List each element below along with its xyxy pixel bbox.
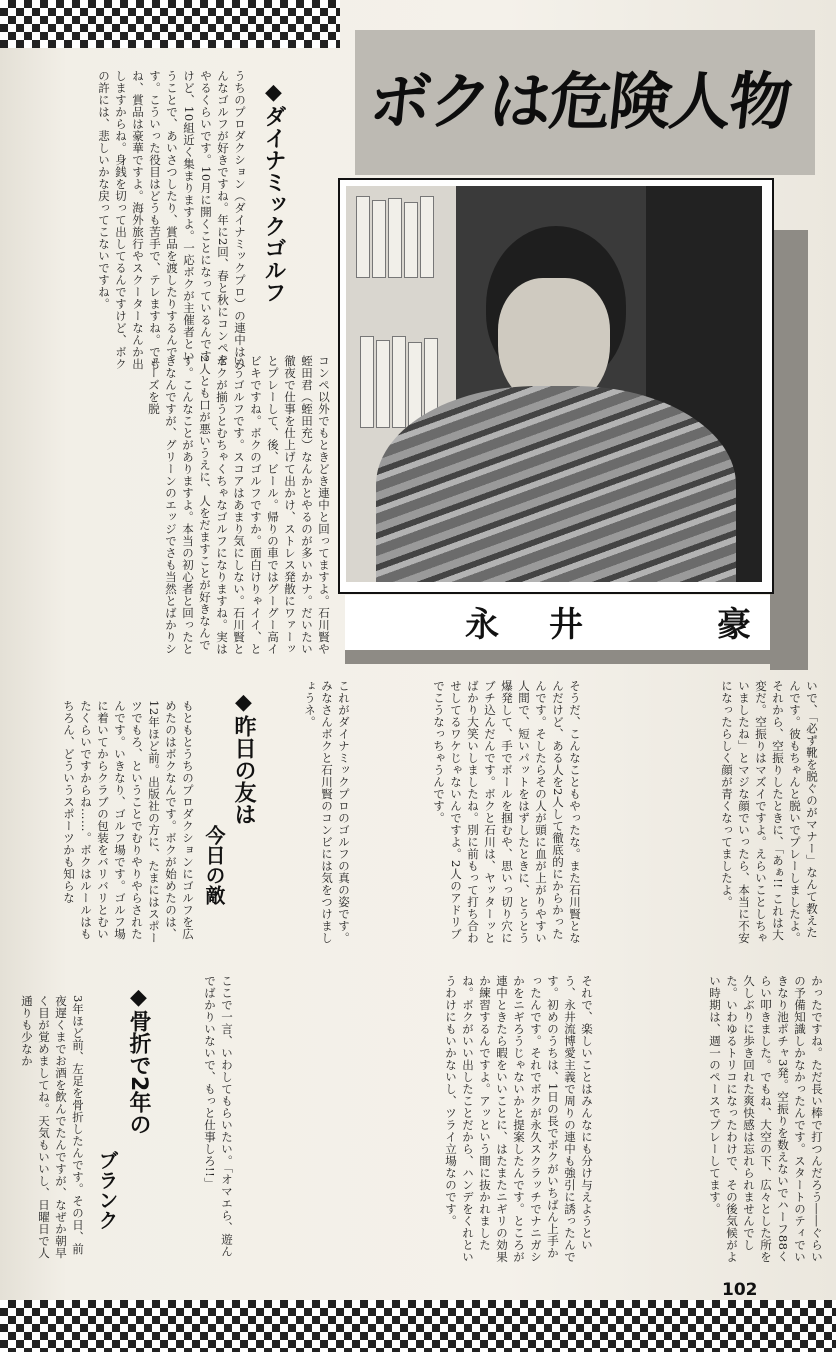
body-column-1: うちのプロダクション（ダイナミックプロ）の連中はみんなゴルフが好きですね。年に2回、春と秋にコンペをやるくらいです。10月に開くことになっているんですけど、10組近く集まりますよ。一応ボクが主催者ということで、あいさつしたり、賞品を渡したりするんです。こういった役目はどうも苦手で、テレますね。でもね、賞品は豪華ですよ。海外旅行やスクーターなんか出しますからね。身銭を切って出してるんですけど、ボクの許には、悲しいかな戻ってこないですね。 bbox=[97, 70, 247, 370]
body-column-10: 3年ほど前、左足を骨折したんです。その日、前夜遅くまでお酒を飲んでたんですが、なぜか朝早く目が覚めましてね。天気もいいし、日曜日で人通りも少なか bbox=[20, 995, 85, 1259]
section-heading-golf: ◆ダイナミックゴルフ bbox=[261, 80, 286, 303]
name-underbar bbox=[345, 650, 808, 664]
author-name: 永井 豪 bbox=[465, 605, 801, 645]
person-sweater bbox=[376, 386, 736, 582]
body-column-7: かったですね。ただ長い棒で打つんだろう――ぐらいの予備知識しかなかったんです。スタートのティでいきなり池ポチャ3発。空振りを数えないでハーフ88くらい叩きました。でもね、大空の下、広々とした所を久しぶりに歩き回れた爽快感は忘れられませんでした。いわゆるトリコになったわけで、その後気候がよい時期は、週一のペースでプレーしてます。 bbox=[708, 975, 824, 1263]
body-column-4: そうだ、こんなこともやったな。また石川賢となんだけど、ある人を2人して徹底的にからかったんです。そしたらその人が頭に血が上がりやすい人間で、短いパットをはずしたときに、とうとう爆発して、手でボールを掴むや、思いっ切り穴にブチ込んだんです。ボクと石川は、ヤッターッとばかり大笑いしましたね。別に前もって打ち合わせしてるワケじゃないんですよ。2人のアドリブでこうなっちゃうんです。 bbox=[432, 680, 582, 944]
section-heading-friend: ◆昨日の友は bbox=[231, 690, 256, 825]
checker-border-top bbox=[0, 0, 340, 48]
body-column-6: もともとうちのプロダクションにゴルフを広めたのはボクなんです。ボクが始めたのは、12年ほど前。出版社の方に、たまにはスポーツでもろ、ということでむりやりやらされたんです。いきなり、ゴルフ場です。ゴルフ場に着いてからクラブの包装をバリバリとむいたくらいですからね……。ボクはルールはもちろん、どういうスポーツかも知らな bbox=[62, 700, 195, 944]
section-heading-fracture: ◆骨折で2年の bbox=[126, 985, 151, 1136]
author-photo bbox=[346, 186, 762, 582]
body-column-5: これがダイナミックプロのゴルフの真の姿です。みなさんボクと石川賢のコンビには気をつけましょうネ。 bbox=[303, 680, 351, 944]
body-column-8: それで、楽しいことはみんなにも分け与えようという、永井流博愛主義で周りの連中も強引に誘ったんです。初めのうちは、1日の長でボクがいちばん上手かったんです。それでボクが永久スクラッチでナニガシかをニギろうじゃないかと提案したんです。ところが連中ときたら暇をいいことに、はたまたニギリの効果か練習するんですよ。アッという間に抜かれましたね。ボクがいい出したことだから、ハンデをくれというわけにもいかないし、ツライ立場なのです。 bbox=[444, 975, 594, 1263]
checker-border-bottom bbox=[0, 1300, 836, 1352]
section-heading-blank: ブランク bbox=[95, 1150, 119, 1230]
article-title: ボクは危険人物 bbox=[365, 65, 794, 138]
page-number: 102 bbox=[722, 1280, 758, 1300]
section-heading-enemy: 今日の敵 bbox=[202, 825, 226, 905]
body-column-2: コンペ以外でもときどき連中と回ってますよ。石川賢や蛭田君（蛭田充）なんかとやるのが多いかナ。だいたい徹夜で仕事を仕上げて出かけ、ストレス発散にワァーッとプレーして、後、ビール。帰りの車ではグーグー高イビキですね。ボクのゴルフですか。面白けりゃイイ、というゴルフです。スコアはあまり気にしない。石川賢とボクが揃うとむちゃくちゃなゴルフになりますね。実は2人とも口が悪いうえに、人をだますことが好きなんです。こんなことがありますよ。本当の初心者と回ったときなんですが、グリーンのエッジでさも当然とばかりシューズを脱 bbox=[147, 355, 331, 655]
body-column-3: いで、「必ず靴を脱ぐのがマナー」なんて教えたんです。彼もちゃんと脱いでプレーしましたよ。それから、空振りしたときに、「あぁ!! これは大変だ。空振りはマズイですよ。えらいことしちゃいましたね」とマジな顔でいったら、本当に不安になったらしく顔が青くなってましたよ。 bbox=[720, 680, 819, 944]
body-column-9: ここで一言、いわしてもらいたい。「オマエら、遊んでばかりいないで、もっと仕事しろ!!」 bbox=[203, 975, 234, 1258]
